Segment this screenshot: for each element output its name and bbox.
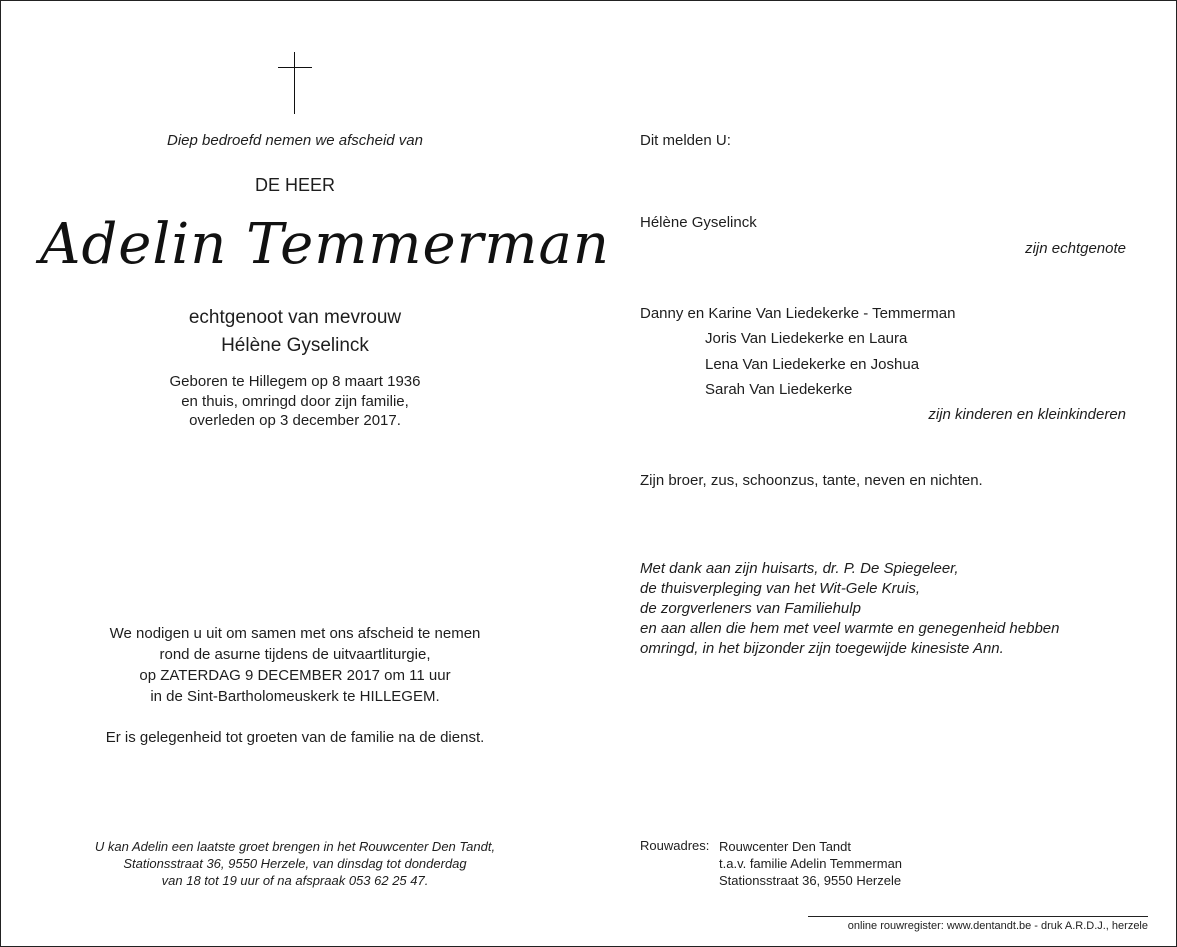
invite-line: op ZATERDAG 9 DECEMBER 2017 om 11 uur: [139, 667, 451, 684]
address-block: [719, 838, 902, 889]
family-children: Danny en Karine Van Liedekerke - Temmerman: [640, 305, 956, 322]
thanks-line: de thuisverpleging van het Wit-Gele Kruis,: [640, 580, 921, 597]
birth-line: en thuis, omringd door zijn familie,: [181, 392, 409, 410]
invite-line: in de Sint-Bartholomeuskerk te HILLEGEM.: [150, 688, 440, 705]
thanks-line: Met dank aan zijn huisarts, dr. P. De Spiegeleer,: [640, 560, 959, 577]
thanks-line: omringd, in het bijzonder zijn toegewijde kinesiste Ann.: [640, 640, 1004, 657]
grandchild-line: Lena Van Liedekerke en Joshua: [705, 356, 920, 373]
grandchild-line: Sarah Van Liedekerke: [705, 381, 853, 398]
grandchild-line: Joris Van Liedekerke en Laura: [705, 330, 908, 347]
birth-death-block: [40, 372, 550, 431]
invite-line: We nodigen u uit om samen met ons afscheid te nemen: [109, 625, 481, 642]
visit-line: van 18 tot 19 uur of na afspraak 053 62 25 47.: [161, 873, 429, 888]
spouse-name: Hélène Gyselinck: [221, 335, 369, 356]
address-line: Stationsstraat 36, 9550 Herzele: [719, 873, 902, 888]
children-role: zijn kinderen en kleinkinderen: [928, 406, 1126, 423]
intro-text: Diep bedroefd nemen we afscheid van: [167, 132, 423, 149]
footer-text: online rouwregister: www.dentandt.be - druk A.R.D.J., herzele: [847, 920, 1148, 932]
family-spouse: Hélène Gyselinck: [640, 214, 757, 231]
deceased-name: Adelin Temmerman: [40, 212, 610, 277]
footer-divider: [808, 916, 1148, 917]
thanks-block: [640, 559, 1059, 659]
announce-text: Dit melden U:: [640, 132, 731, 149]
spouse-role: zijn echtgenote: [1025, 240, 1126, 257]
invite-line: rond de asurne tijdens de uitvaartliturgie,: [159, 646, 431, 663]
thanks-line: en aan allen die hem met veel warmte en genegenheid hebben: [640, 620, 1060, 637]
thanks-line: de zorgverleners van Familiehulp: [640, 600, 861, 617]
visitation-block: [40, 838, 550, 889]
greeting-note: Er is gelegenheid tot groeten van de familie na de dienst.: [105, 729, 485, 746]
visit-line: Stationsstraat 36, 9550 Herzele, van dinsdag tot donderdag: [123, 856, 467, 871]
address-line: t.a.v. familie Adelin Temmerman: [719, 856, 903, 871]
visit-line: U kan Adelin een laatste groet brengen in het Rouwcenter Den Tandt,: [94, 839, 496, 854]
birth-line: Geboren te Hillegem op 8 maart 1936: [169, 373, 421, 390]
birth-line: overleden op 3 december 2017.: [189, 412, 401, 429]
invitation-block: [40, 623, 550, 707]
spouse-line: echtgenoot van mevrouw: [188, 307, 402, 328]
address-label: Rouwadres:: [640, 838, 710, 853]
honorific-title: DE HEER: [254, 175, 335, 195]
address-line: Rouwcenter Den Tandt: [719, 839, 852, 854]
relatives-line: Zijn broer, zus, schoonzus, tante, neven en nichten.: [640, 472, 983, 489]
